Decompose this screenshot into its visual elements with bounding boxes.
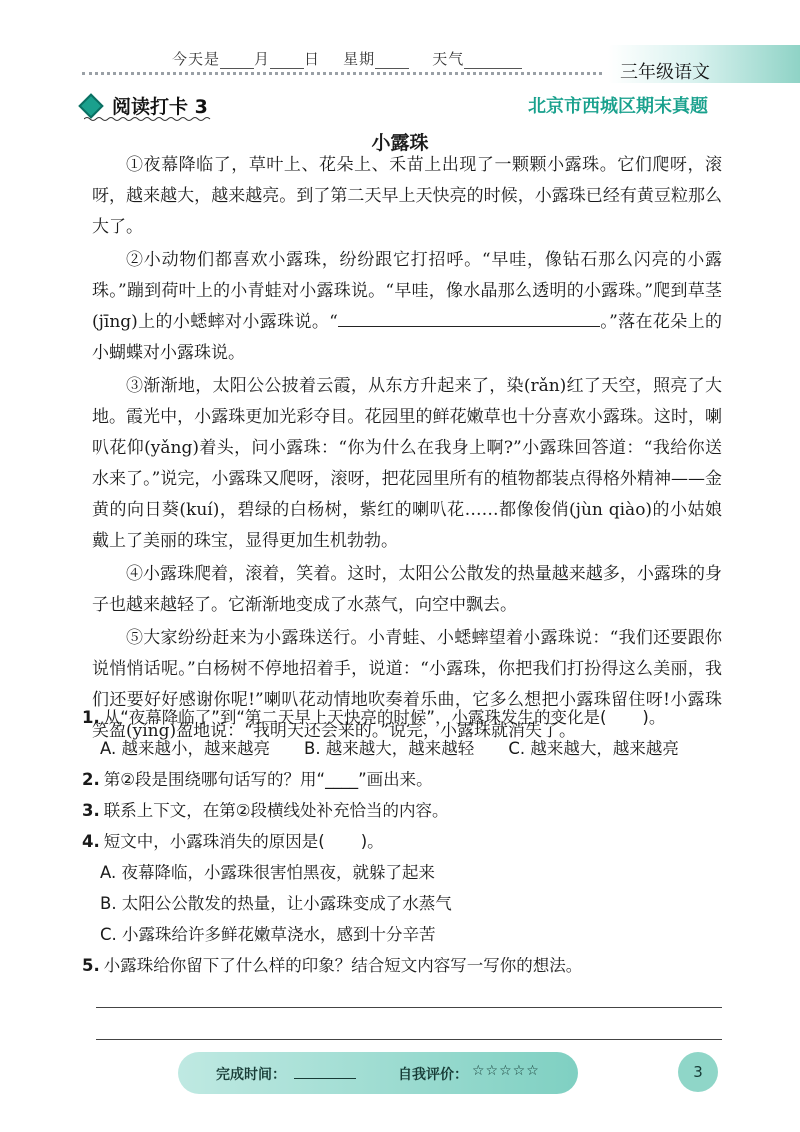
question-text: 小露珠给你留下了什么样的印象？结合短文内容写一写你的想法。 xyxy=(103,956,583,975)
question-number: 2. xyxy=(82,770,100,789)
question-text: 从“夜幕降临了”到“第二天早上天快亮的时候”，小露珠发生的变化是( xyxy=(103,708,607,727)
option-b[interactable]: B. 太阳公公散发的热量，让小露珠变成了水蒸气 xyxy=(100,894,452,913)
question-end: )。 xyxy=(642,708,666,727)
paragraph-1: ①夜幕降临了，草叶上、花朵上、禾苗上出现了一颗颗小露珠。它们爬呀，滚呀，越来越大，越来越亮。到了第二天早上天快亮的时候，小露珠已经有黄豆粒那么大了。 xyxy=(92,155,722,237)
question-number: 5. xyxy=(82,956,100,975)
weather-blank[interactable] xyxy=(464,54,522,69)
story-body xyxy=(92,150,722,749)
paragraph-4: ④小露珠爬着，滚着，笑着。这时，太阳公公散发的热量越来越多，小露珠的身子也越来越轻了。它渐渐地变成了水蒸气，向空中飘去。 xyxy=(92,564,722,615)
answer-line-1[interactable] xyxy=(96,1007,722,1008)
page-number: 3 xyxy=(678,1052,718,1092)
section-title xyxy=(82,92,208,119)
question-number: 3. xyxy=(82,801,100,820)
option-b[interactable]: B. 越来越大，越来越轻 xyxy=(304,739,475,758)
month-blank[interactable] xyxy=(220,54,254,69)
date-line xyxy=(172,48,522,69)
section-title-text: 阅读打卡 3 xyxy=(112,96,208,118)
question-5 xyxy=(82,950,742,981)
day-label: 日 xyxy=(304,50,321,68)
self-evaluation-label: 自我评价： xyxy=(398,1067,468,1083)
wavy-underline xyxy=(84,116,214,122)
source-label: 北京市西城区期末真题 xyxy=(528,96,708,117)
footer-bar xyxy=(178,1052,578,1094)
question-1-options xyxy=(82,733,742,764)
answer-line-2[interactable] xyxy=(96,1039,722,1040)
question-end: )。 xyxy=(360,832,384,851)
today-label: 今天是 xyxy=(172,50,221,68)
question-text: 第②段是围绕哪句话写的？用“____”画出来。 xyxy=(103,770,433,789)
diamond-icon xyxy=(78,93,103,118)
question-text: 短文中，小露珠消失的原因是( xyxy=(103,832,325,851)
option-a[interactable]: A. 夜幕降临，小露珠很害怕黑夜，就躲了起来 xyxy=(100,863,435,882)
completion-time-blank[interactable] xyxy=(294,1078,356,1079)
grade-label: 三年级语文 xyxy=(620,62,710,83)
paragraph-2 xyxy=(92,245,722,369)
option-a[interactable]: A. 越来越小，越来越亮 xyxy=(100,739,270,758)
question-3 xyxy=(82,795,742,826)
star-rating-icon[interactable]: ☆☆☆☆☆ xyxy=(472,1063,540,1079)
fill-in-blank[interactable] xyxy=(338,310,600,327)
paragraph-3: ③渐渐地，太阳公公披着云霞，从东方升起来了，染(rǎn)红了天空，照亮了大地。霞光中，小露珠更加光彩夺目。花园里的鲜花嫩草也十分喜欢小露珠。这时，喇叭花仰(yǎng)着头，问小露珠：“你为什么在我身上啊?”小露珠回答道：“我给你送水来了。”说完，小露珠又爬呀，滚呀，把花园里所有的植物都装点得格外精神——金黄的向日葵(kuí)，碧绿的白杨树，紫红的喇叭花……都像俊俏(jùn qiào)的小姑娘戴上了美丽的珠宝，显得更加生机勃勃。 xyxy=(92,376,722,551)
day-blank[interactable] xyxy=(270,54,304,69)
option-c[interactable]: C. 小露珠给许多鲜花嫩草浇水，感到十分辛苦 xyxy=(100,925,436,944)
month-label: 月 xyxy=(254,50,271,68)
completion-time-label: 完成时间： xyxy=(216,1067,286,1083)
week-blank[interactable] xyxy=(375,54,409,69)
paragraph-5: ⑤大家纷纷赶来为小露珠送行。小青蛙、小蟋蟀望着小露珠说：“我们还要跟你说悄悄话呢。”白杨树不停地招着手，说道：“小露珠，你把我们打扮得这么美丽，我们还要好好感谢你呢!”喇叭花动情地吹奏着乐曲，它多么想把小露珠留住呀!小露珠笑盈(yíng)盈地说：“我明天还会来的。”说完，小露珠就消失了。 xyxy=(92,628,722,741)
question-number: 1. xyxy=(82,708,100,727)
paragraph-2-end: 。”落在花朵上的小蝴蝶对小露珠说。 xyxy=(92,312,722,363)
question-4 xyxy=(82,826,742,857)
grade-tab xyxy=(608,45,800,83)
question-2 xyxy=(82,764,742,795)
question-text: 联系上下文，在第②段横线处补充恰当的内容。 xyxy=(103,801,449,820)
story-title: 小露珠 xyxy=(371,132,429,154)
questions xyxy=(82,702,742,981)
option-c[interactable]: C. 越来越大，越来越亮 xyxy=(508,739,679,758)
paragraph-2-start: ②小动物们都喜欢小露珠，纷纷跟它打招呼。“早哇，像钻石那么闪亮的小露珠。”蹦到荷叶上的小青蛙对小露珠说。“早哇，像水晶那么透明的小露珠。”爬到草茎(jīng)上的小蟋蟀对小露珠说。“ xyxy=(92,250,722,332)
question-1 xyxy=(82,702,742,733)
week-label: 星期 xyxy=(343,50,376,68)
question-number: 4. xyxy=(82,832,100,851)
dotted-divider xyxy=(82,72,602,77)
weather-label: 天气 xyxy=(432,50,465,68)
